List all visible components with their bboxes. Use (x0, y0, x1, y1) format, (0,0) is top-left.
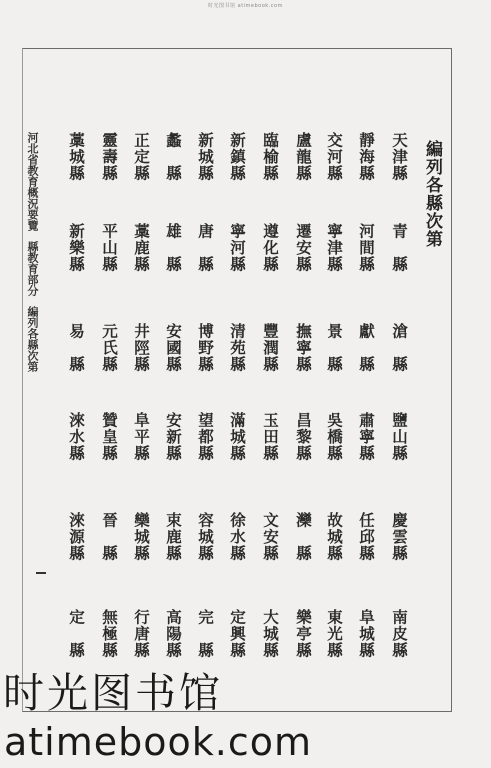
county-name: 滄 縣 (390, 323, 409, 373)
county-name: 定興縣 (228, 609, 247, 659)
county-name: 安新縣 (164, 412, 183, 462)
header-url-text: 时光图书馆 atimebook.com (208, 3, 283, 9)
county-name: 南皮縣 (390, 609, 409, 659)
county-name: 蠡 縣 (164, 132, 183, 182)
county-name: 景 縣 (325, 323, 344, 373)
county-name: 望都縣 (196, 412, 215, 462)
county-name: 豐潤縣 (261, 323, 280, 373)
county-name: 新樂縣 (67, 223, 86, 273)
county-name: 靈壽縣 (100, 132, 119, 182)
county-name: 寧河縣 (228, 223, 247, 273)
county-name: 文安縣 (261, 512, 280, 562)
side-running-header (24, 132, 40, 372)
county-name: 天津縣 (390, 132, 409, 182)
county-name: 晉 縣 (100, 512, 119, 562)
county-name: 阜平縣 (132, 412, 151, 462)
county-name: 無極縣 (100, 609, 119, 659)
county-name: 定 縣 (67, 609, 86, 659)
county-name: 雄 縣 (164, 223, 183, 273)
county-name: 靜海縣 (357, 132, 376, 182)
county-name: 青 縣 (390, 223, 409, 273)
side-chapter-title: 編列各縣次第 (26, 306, 39, 372)
county-name: 平山縣 (100, 223, 119, 273)
county-name: 鹽山縣 (390, 412, 409, 462)
county-name: 高陽縣 (164, 609, 183, 659)
county-name: 淶源縣 (67, 512, 86, 562)
county-name: 臨榆縣 (261, 132, 280, 182)
county-name: 玉田縣 (261, 412, 280, 462)
county-name: 河間縣 (357, 223, 376, 273)
county-name: 清苑縣 (228, 323, 247, 373)
county-name: 昌黎縣 (294, 412, 313, 462)
county-name: 灤 縣 (294, 512, 313, 562)
county-name: 容城縣 (196, 512, 215, 562)
county-name: 故城縣 (325, 512, 344, 562)
county-name: 阜城縣 (357, 609, 376, 659)
county-name: 交河縣 (325, 132, 344, 182)
watermark-url: atimebook.com (4, 720, 313, 764)
page-number-mark (36, 572, 46, 574)
county-name: 東光縣 (325, 609, 344, 659)
county-name: 唐 縣 (196, 223, 215, 273)
watermark-title: 时光图书馆 (3, 669, 223, 717)
county-name: 獻 縣 (357, 323, 376, 373)
county-name: 易 縣 (67, 323, 86, 373)
county-name: 滿城縣 (228, 412, 247, 462)
county-name: 藁城縣 (67, 132, 86, 182)
side-section-title: 縣教育部分 (26, 241, 39, 296)
county-name: 肅寧縣 (357, 412, 376, 462)
side-book-title: 河北省教育概況要覽 (26, 132, 39, 231)
county-name: 束鹿縣 (164, 512, 183, 562)
county-name: 井陘縣 (132, 323, 151, 373)
county-name: 遷安縣 (294, 223, 313, 273)
county-name: 慶雲縣 (390, 512, 409, 562)
county-name: 欒城縣 (132, 512, 151, 562)
county-name: 淶水縣 (67, 412, 86, 462)
county-name: 任邱縣 (357, 512, 376, 562)
county-name: 寧津縣 (325, 223, 344, 273)
county-name: 徐水縣 (228, 512, 247, 562)
county-name: 贊皇縣 (100, 412, 119, 462)
county-name: 藁鹿縣 (132, 223, 151, 273)
county-name: 新鎮縣 (228, 132, 247, 182)
county-name: 大城縣 (261, 609, 280, 659)
county-name: 新城縣 (196, 132, 215, 182)
county-name: 樂亭縣 (294, 609, 313, 659)
county-name: 行唐縣 (132, 609, 151, 659)
county-name: 完 縣 (196, 609, 215, 659)
county-name: 博野縣 (196, 323, 215, 373)
county-name: 元氏縣 (100, 323, 119, 373)
county-name: 正定縣 (132, 132, 151, 182)
page-title: 編列各縣次第 (422, 140, 442, 248)
county-name: 吳橋縣 (325, 412, 344, 462)
county-name: 撫寧縣 (294, 323, 313, 373)
county-name: 盧龍縣 (294, 132, 313, 182)
county-name: 遵化縣 (261, 223, 280, 273)
county-name: 安國縣 (164, 323, 183, 373)
